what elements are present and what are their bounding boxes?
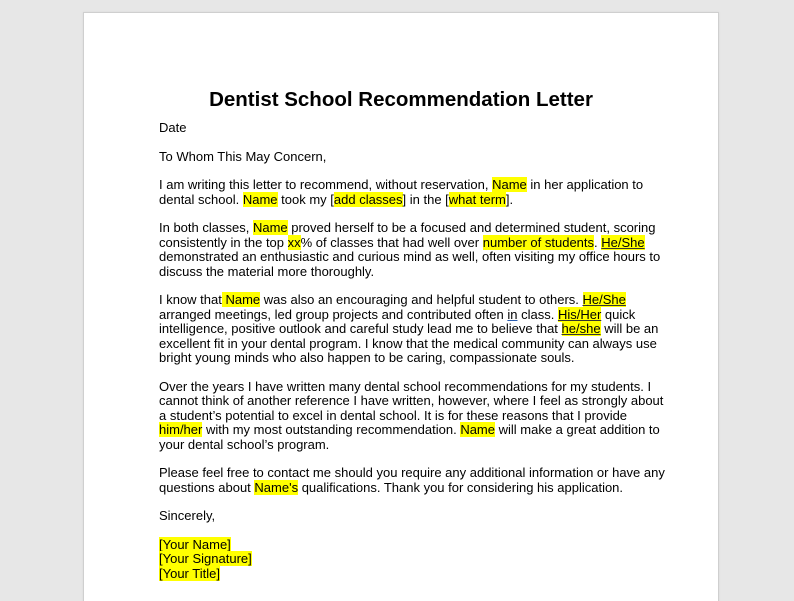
text-run: In both classes, <box>159 220 253 235</box>
closing-text: Sincerely, <box>159 508 216 523</box>
paragraph-3-line-3 <box>159 322 659 337</box>
placeholder-pronoun: He/She <box>601 234 645 250</box>
text-run: qualifications. Thank you for considering his application. <box>298 479 624 495</box>
paragraph-3-line-4: excellent fit in your dental program. I know that the medical community can always use <box>159 335 657 351</box>
text-run: ]. <box>505 191 514 207</box>
placeholder-percent: xx <box>287 234 301 250</box>
placeholder-what-term: what term <box>448 191 506 207</box>
text-run: intelligence, positive outlook and careful study lead me to believe that <box>159 321 562 336</box>
document-page <box>83 12 719 601</box>
text-run: took my [ <box>277 191 334 207</box>
placeholder-pronoun: he/she <box>561 321 601 336</box>
paragraph-2-line-2 <box>159 236 659 251</box>
placeholder-your-title: [Your Title] <box>159 565 220 581</box>
salutation <box>159 150 659 165</box>
paragraph-4-line-1: Over the years I have written many dental school recommendations for my students. I <box>159 378 652 394</box>
paragraph-2-line-3: demonstrated an enthusiastic and curious mind as well, often visiting my office hours to <box>159 249 661 264</box>
signature-block <box>159 538 659 582</box>
paragraph-5-line-2 <box>159 481 659 496</box>
text-run: with my most outstanding recommendation. <box>202 422 461 437</box>
paragraph-3-line-1 <box>159 293 659 308</box>
signature-line-name <box>159 538 659 553</box>
document-title: Dentist School Recommendation Letter <box>209 88 593 111</box>
date-text: Date <box>159 120 187 135</box>
placeholder-name: Name <box>492 177 527 192</box>
grammar-flag-word: in <box>507 306 518 322</box>
paragraph-4-line-5: your dental school’s program. <box>159 436 330 452</box>
text-run: dental school. <box>159 191 243 207</box>
paragraph-3-line-5: bright young minds who also happen to be caring, compassionate souls. <box>159 350 575 365</box>
text-run: % of classes that had well over <box>300 234 483 250</box>
placeholder-name: Name <box>252 220 288 235</box>
text-run: in her application to <box>526 177 644 192</box>
paragraph-4 <box>159 378 664 453</box>
text-run: questions about <box>159 479 255 495</box>
text-run: I know that <box>159 292 222 307</box>
letter-body <box>159 120 665 595</box>
placeholder-pronoun: He/She <box>582 292 626 307</box>
signature-line-signature <box>159 552 659 567</box>
text-run: class. <box>517 306 558 322</box>
placeholder-name: Name <box>460 422 495 437</box>
text-run: . <box>594 234 602 250</box>
paragraph-3-line-2 <box>159 308 659 323</box>
date-line <box>159 121 659 136</box>
closing <box>159 509 659 524</box>
placeholder-name: Name <box>221 292 261 307</box>
text-run: ] in the [ <box>402 191 449 207</box>
paragraph-4-line-4 <box>159 423 659 438</box>
placeholder-name-possessive: Name's <box>254 479 299 495</box>
paragraph-3 <box>159 293 659 366</box>
text-run: arranged meetings, led group projects and contributed often <box>159 306 508 322</box>
paragraph-1-line-2 <box>159 193 659 208</box>
paragraph-2-line-1 <box>159 221 659 236</box>
paragraph-2-line-4: discuss the material more thoroughly. <box>159 263 375 279</box>
text-run: was also an encouraging and helpful student to others. <box>260 292 583 307</box>
text-run: consistently in the top <box>159 234 288 250</box>
placeholder-your-name: [Your Name] <box>159 536 231 552</box>
salutation-text: To Whom This May Concern, <box>159 148 327 164</box>
text-run: proved herself to be a focused and determined student, scoring <box>287 220 656 235</box>
placeholder-add-classes: add classes <box>333 191 403 207</box>
placeholder-name: Name <box>242 191 278 207</box>
text-run: quick <box>601 306 636 322</box>
paragraph-5-line-1: Please feel free to contact me should you require any additional information or have any <box>159 465 665 480</box>
paragraph-5 <box>159 465 665 495</box>
paragraph-2 <box>159 221 659 279</box>
placeholder-number-of-students: number of students <box>482 234 595 250</box>
text-run: will be an <box>600 321 659 336</box>
paragraph-1 <box>159 178 659 207</box>
placeholder-pronoun: His/Her <box>557 306 602 322</box>
signature-line-title <box>159 567 659 582</box>
placeholder-pronoun: him/her <box>159 422 203 437</box>
paragraph-4-line-3: a student’s potential to excel in dental school. It is for these reasons that I provide <box>159 407 628 423</box>
text-run: I am writing this letter to recommend, without reservation, <box>159 177 493 192</box>
paragraph-4-line-2: cannot think of another reference I have written, however, where I feel as strongly about <box>159 393 664 408</box>
text-run: will make a great addition to <box>495 422 660 437</box>
paragraph-1-line-1 <box>159 178 659 193</box>
placeholder-your-signature: [Your Signature] <box>159 551 252 566</box>
